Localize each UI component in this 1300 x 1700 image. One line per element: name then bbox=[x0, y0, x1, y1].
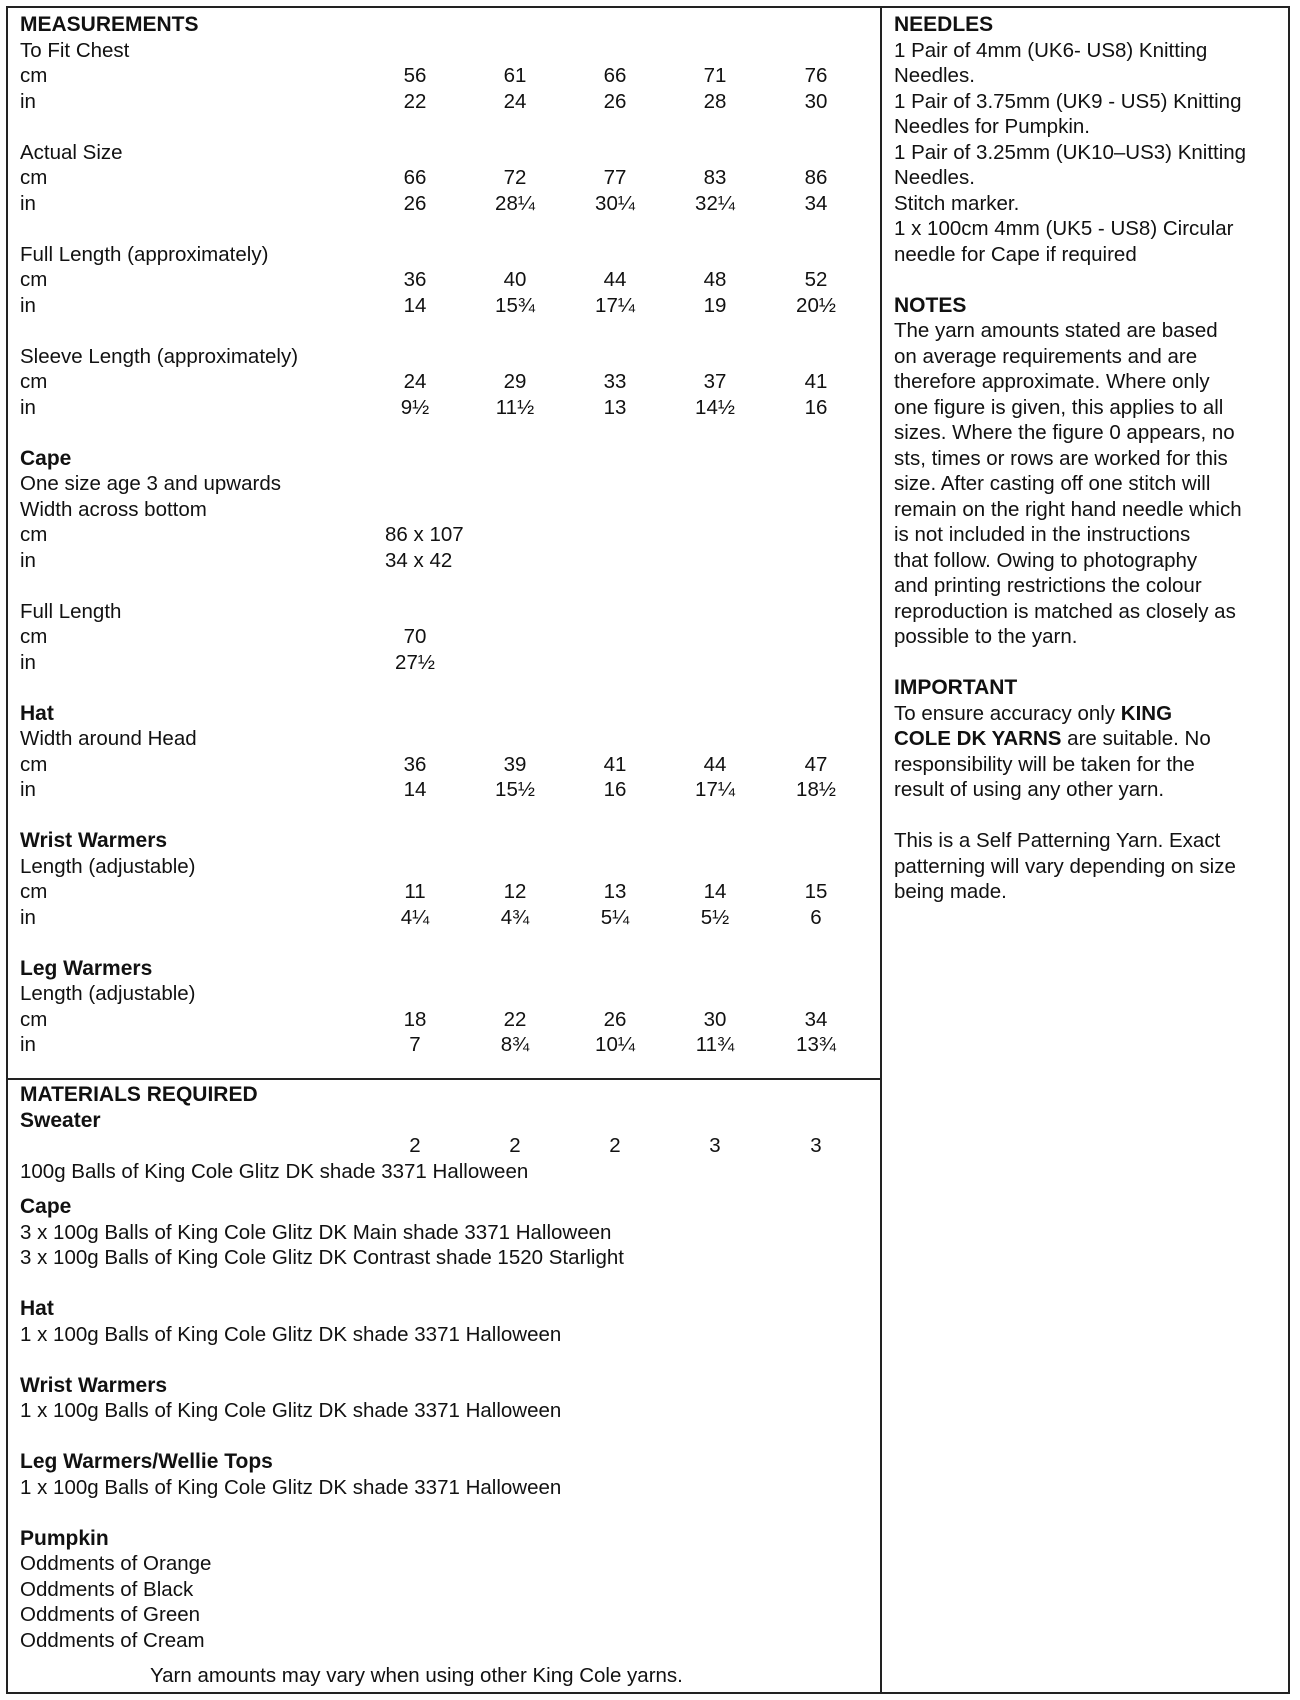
text-line: needle for Cape if required bbox=[894, 242, 1137, 266]
self-pattern-note bbox=[894, 828, 1284, 905]
size-value: 29 bbox=[503, 370, 527, 393]
size-value: 26 bbox=[603, 1007, 627, 1031]
size-value: 37 bbox=[703, 370, 727, 393]
important-line bbox=[894, 726, 1284, 752]
cape-materials-heading: Cape bbox=[20, 1195, 72, 1218]
cape-length-cm-value: 70 bbox=[403, 625, 427, 648]
size-value: 11 bbox=[404, 880, 426, 903]
unit-label: cm bbox=[20, 625, 48, 648]
important-text: are suitable. No bbox=[1061, 727, 1211, 750]
size-value: 15 bbox=[804, 880, 828, 903]
unit-label: in bbox=[20, 191, 36, 215]
size-value: 12 bbox=[503, 880, 527, 903]
cape-width-cm-value: 86 x 107 bbox=[385, 523, 464, 546]
unit-label: in bbox=[20, 778, 36, 801]
size-value: 77 bbox=[603, 166, 627, 189]
text-line: therefore approximate. Where only bbox=[894, 370, 1210, 393]
size-value: 33 bbox=[603, 370, 627, 393]
measurements-section bbox=[20, 12, 876, 1058]
text-line: sts, times or rows are worked for this bbox=[894, 446, 1228, 470]
cape-length-in-value: 27½ bbox=[395, 650, 435, 674]
cape-length-cm-row bbox=[20, 624, 876, 650]
unit-label: in bbox=[20, 1033, 36, 1056]
important-heading: IMPORTANT bbox=[894, 676, 1018, 699]
size-value: 13 bbox=[603, 395, 627, 419]
materials-section bbox=[20, 1082, 876, 1689]
size-value: 41 bbox=[603, 752, 627, 776]
important-rest bbox=[894, 752, 1284, 803]
unit-label: cm bbox=[20, 166, 48, 189]
size-value: 34 bbox=[804, 1007, 828, 1031]
size-value: 41 bbox=[804, 370, 828, 393]
sleeve-length-label: Sleeve Length (approximately) bbox=[20, 344, 299, 368]
size-value: 4¾ bbox=[500, 905, 530, 929]
size-value: 36 bbox=[403, 268, 427, 291]
size-value: 22 bbox=[403, 89, 427, 113]
pumpkin-oddment: Oddments of Black bbox=[20, 1577, 194, 1601]
text-line: possible to the yarn. bbox=[894, 625, 1078, 648]
unit-label: cm bbox=[20, 268, 48, 291]
size-value: 76 bbox=[804, 64, 828, 87]
size-value: 11¾ bbox=[695, 1033, 735, 1056]
wrist-warmers-cm-row bbox=[20, 879, 876, 905]
size-value: 6 bbox=[810, 905, 822, 929]
cape-heading: Cape bbox=[20, 446, 72, 470]
size-value: 48 bbox=[703, 268, 727, 291]
sleeve-length-cm-row bbox=[20, 369, 876, 395]
size-value: 13¾ bbox=[796, 1033, 836, 1056]
notes-text bbox=[894, 318, 1284, 650]
unit-label: cm bbox=[20, 370, 48, 393]
sweater-balls-row bbox=[20, 1133, 876, 1159]
measurements-heading: MEASUREMENTS bbox=[20, 13, 199, 36]
text-line: being made. bbox=[894, 880, 1007, 903]
unit-label: in bbox=[20, 89, 36, 113]
notes-heading: NOTES bbox=[894, 293, 967, 317]
size-value: 28 bbox=[703, 89, 727, 113]
cape-width-label: Width across bottom bbox=[20, 497, 207, 521]
leg-warmers-heading: Leg Warmers bbox=[20, 956, 153, 980]
size-value: 18 bbox=[403, 1007, 427, 1031]
unit-label: in bbox=[20, 395, 36, 419]
leg-warmers-in-row bbox=[20, 1032, 876, 1058]
text-line: responsibility will be taken for the bbox=[894, 752, 1195, 776]
size-value: 14 bbox=[403, 293, 427, 317]
needles-list bbox=[894, 38, 1284, 268]
actual-size-in-row bbox=[20, 191, 876, 217]
size-value: 3 bbox=[810, 1134, 822, 1157]
text-line: that follow. Owing to photography bbox=[894, 548, 1198, 572]
sweater-heading: Sweater bbox=[20, 1108, 101, 1132]
needles-heading: NEEDLES bbox=[894, 13, 994, 36]
size-value: 83 bbox=[703, 166, 727, 189]
cape-width-cm-row bbox=[20, 522, 876, 548]
cape-width-in-row bbox=[20, 548, 876, 574]
unit-label: cm bbox=[20, 64, 48, 87]
size-value: 61 bbox=[503, 64, 527, 87]
size-value: 11½ bbox=[495, 395, 535, 419]
sweater-yarn-desc: 100g Balls of King Cole Glitz DK shade 3371 Halloween bbox=[20, 1159, 529, 1183]
size-value: 24 bbox=[403, 370, 427, 393]
unit-label: in bbox=[20, 293, 36, 317]
hat-heading: Hat bbox=[20, 701, 54, 725]
right-column bbox=[894, 12, 1284, 905]
to-fit-chest-in-row bbox=[20, 89, 876, 115]
unit-label: in bbox=[20, 650, 36, 674]
to-fit-chest-label: To Fit Chest bbox=[20, 38, 130, 62]
size-value: 66 bbox=[403, 166, 427, 189]
unit-label: cm bbox=[20, 880, 48, 903]
text-line: This is a Self Patterning Yarn. Exact bbox=[894, 829, 1221, 852]
size-value: 8¾ bbox=[500, 1033, 530, 1056]
yarn-amounts-footer: Yarn amounts may vary when using other King Cole yarns. bbox=[150, 1664, 683, 1687]
size-value: 71 bbox=[703, 64, 727, 87]
full-length-in-row bbox=[20, 293, 876, 319]
hat-width-label: Width around Head bbox=[20, 727, 197, 750]
unit-label: in bbox=[20, 548, 36, 572]
size-value: 39 bbox=[503, 752, 527, 776]
size-value: 44 bbox=[603, 268, 627, 291]
size-value: 14 bbox=[703, 880, 727, 903]
text-line: sizes. Where the figure 0 appears, no bbox=[894, 421, 1235, 444]
cape-length-in-row bbox=[20, 650, 876, 676]
size-value: 47 bbox=[804, 752, 828, 776]
size-value: 30¼ bbox=[595, 191, 635, 215]
wrist-materials-heading: Wrist Warmers bbox=[20, 1373, 168, 1397]
text-line: 1 Pair of 4mm (UK6- US8) Knitting bbox=[894, 38, 1208, 62]
text-line: size. After casting off one stitch will bbox=[894, 472, 1211, 495]
section-divider bbox=[6, 1078, 882, 1080]
hat-in-row bbox=[20, 777, 876, 803]
text-line: 1 Pair of 3.25mm (UK10–US3) Knitting bbox=[894, 140, 1247, 164]
unit-label: cm bbox=[20, 1007, 48, 1031]
unit-label: cm bbox=[20, 752, 48, 776]
actual-size-cm-row bbox=[20, 165, 876, 191]
size-value: 44 bbox=[703, 752, 727, 776]
size-value: 20½ bbox=[796, 293, 836, 317]
hat-yarn: 1 x 100g Balls of King Cole Glitz DK shade 3371 Halloween bbox=[20, 1322, 562, 1346]
text-line: Needles. bbox=[894, 64, 975, 87]
sleeve-length-in-row bbox=[20, 395, 876, 421]
text-line: reproduction is matched as closely as bbox=[894, 599, 1236, 623]
size-value: 5¼ bbox=[600, 905, 630, 929]
cape-width-in-value: 34 x 42 bbox=[385, 548, 453, 572]
text-line: remain on the right hand needle which bbox=[894, 497, 1242, 521]
size-value: 56 bbox=[403, 64, 427, 87]
leg-warmers-length-label: Length (adjustable) bbox=[20, 982, 196, 1005]
size-value: 22 bbox=[503, 1007, 527, 1031]
size-value: 52 bbox=[804, 268, 828, 291]
size-value: 15½ bbox=[495, 778, 535, 801]
size-value: 14½ bbox=[695, 395, 735, 419]
materials-heading: MATERIALS REQUIRED bbox=[20, 1083, 258, 1106]
size-value: 16 bbox=[804, 395, 828, 419]
cape-yarn-main: 3 x 100g Balls of King Cole Glitz DK Main shade 3371 Halloween bbox=[20, 1220, 612, 1244]
cape-yarn-contrast: 3 x 100g Balls of King Cole Glitz DK Contrast shade 1520 Starlight bbox=[20, 1246, 624, 1269]
column-divider bbox=[880, 6, 882, 1694]
text-line: Stitch marker. bbox=[894, 191, 1020, 215]
size-value: 13 bbox=[603, 880, 627, 903]
pumpkin-oddment: Oddments of Orange bbox=[20, 1552, 212, 1575]
pumpkin-heading: Pumpkin bbox=[20, 1526, 109, 1550]
size-value: 86 bbox=[804, 166, 828, 189]
size-value: 2 bbox=[509, 1134, 521, 1157]
text-line: result of using any other yarn. bbox=[894, 778, 1165, 801]
unit-label: cm bbox=[20, 523, 48, 546]
important-line bbox=[894, 701, 1284, 727]
important-bold-text: COLE DK YARNS bbox=[894, 727, 1062, 750]
size-value: 2 bbox=[609, 1134, 621, 1157]
size-value: 26 bbox=[403, 191, 427, 215]
size-value: 19 bbox=[703, 293, 727, 317]
size-value: 10¼ bbox=[595, 1033, 635, 1056]
to-fit-chest-cm-row bbox=[20, 63, 876, 89]
size-value: 2 bbox=[409, 1134, 421, 1157]
size-value: 17¼ bbox=[695, 778, 735, 801]
cape-length-label: Full Length bbox=[20, 599, 122, 623]
actual-size-label: Actual Size bbox=[20, 140, 123, 164]
size-value: 72 bbox=[503, 166, 527, 189]
hat-cm-row bbox=[20, 752, 876, 778]
important-text: To ensure accuracy only bbox=[894, 701, 1121, 725]
size-value: 14 bbox=[403, 778, 427, 801]
text-line: patterning will vary depending on size bbox=[894, 854, 1236, 878]
size-value: 3 bbox=[709, 1134, 721, 1157]
text-line: on average requirements and are bbox=[894, 344, 1198, 368]
size-value: 4¼ bbox=[400, 905, 430, 929]
text-line: one figure is given, this applies to all bbox=[894, 395, 1224, 419]
size-value: 7 bbox=[409, 1033, 421, 1056]
size-value: 26 bbox=[603, 89, 627, 113]
text-line: Needles for Pumpkin. bbox=[894, 115, 1090, 138]
cape-size-note: One size age 3 and upwards bbox=[20, 472, 281, 495]
size-value: 5½ bbox=[700, 905, 730, 929]
wrist-warmers-in-row bbox=[20, 905, 876, 931]
wrist-yarn: 1 x 100g Balls of King Cole Glitz DK shade 3371 Halloween bbox=[20, 1399, 562, 1422]
leg-yarn: 1 x 100g Balls of King Cole Glitz DK shade 3371 Halloween bbox=[20, 1475, 562, 1499]
text-line: 1 x 100cm 4mm (UK5 - US8) Circular bbox=[894, 217, 1234, 240]
size-value: 15¾ bbox=[495, 293, 535, 317]
size-value: 32¼ bbox=[695, 191, 735, 215]
text-line: Needles. bbox=[894, 166, 975, 189]
wrist-warmers-heading: Wrist Warmers bbox=[20, 829, 168, 852]
important-bold-text: KING bbox=[1120, 701, 1173, 725]
hat-materials-heading: Hat bbox=[20, 1297, 54, 1320]
size-value: 40 bbox=[503, 268, 527, 291]
size-value: 66 bbox=[603, 64, 627, 87]
text-line: and printing restrictions the colour bbox=[894, 574, 1202, 597]
size-value: 30 bbox=[703, 1007, 727, 1031]
pumpkin-oddment: Oddments of Green bbox=[20, 1603, 201, 1626]
size-value: 17¼ bbox=[595, 293, 635, 317]
wrist-warmers-length-label: Length (adjustable) bbox=[20, 854, 196, 878]
size-value: 34 bbox=[804, 191, 828, 215]
size-value: 36 bbox=[403, 752, 427, 776]
unit-label: in bbox=[20, 905, 36, 929]
full-length-cm-row bbox=[20, 267, 876, 293]
text-line: 1 Pair of 3.75mm (UK9 - US5) Knitting bbox=[894, 89, 1242, 113]
size-value: 18½ bbox=[796, 778, 836, 801]
size-value: 24 bbox=[503, 89, 527, 113]
leg-materials-heading: Leg Warmers/Wellie Tops bbox=[20, 1450, 273, 1473]
text-line: The yarn amounts stated are based bbox=[894, 319, 1218, 342]
full-length-label: Full Length (approximately) bbox=[20, 242, 269, 266]
size-value: 28¼ bbox=[495, 191, 535, 215]
size-value: 16 bbox=[603, 778, 627, 801]
leg-warmers-cm-row bbox=[20, 1007, 876, 1033]
size-value: 9½ bbox=[400, 395, 430, 419]
pumpkin-oddment: Oddments of Cream bbox=[20, 1628, 205, 1652]
text-line: is not included in the instructions bbox=[894, 523, 1191, 546]
size-value: 30 bbox=[804, 89, 828, 113]
